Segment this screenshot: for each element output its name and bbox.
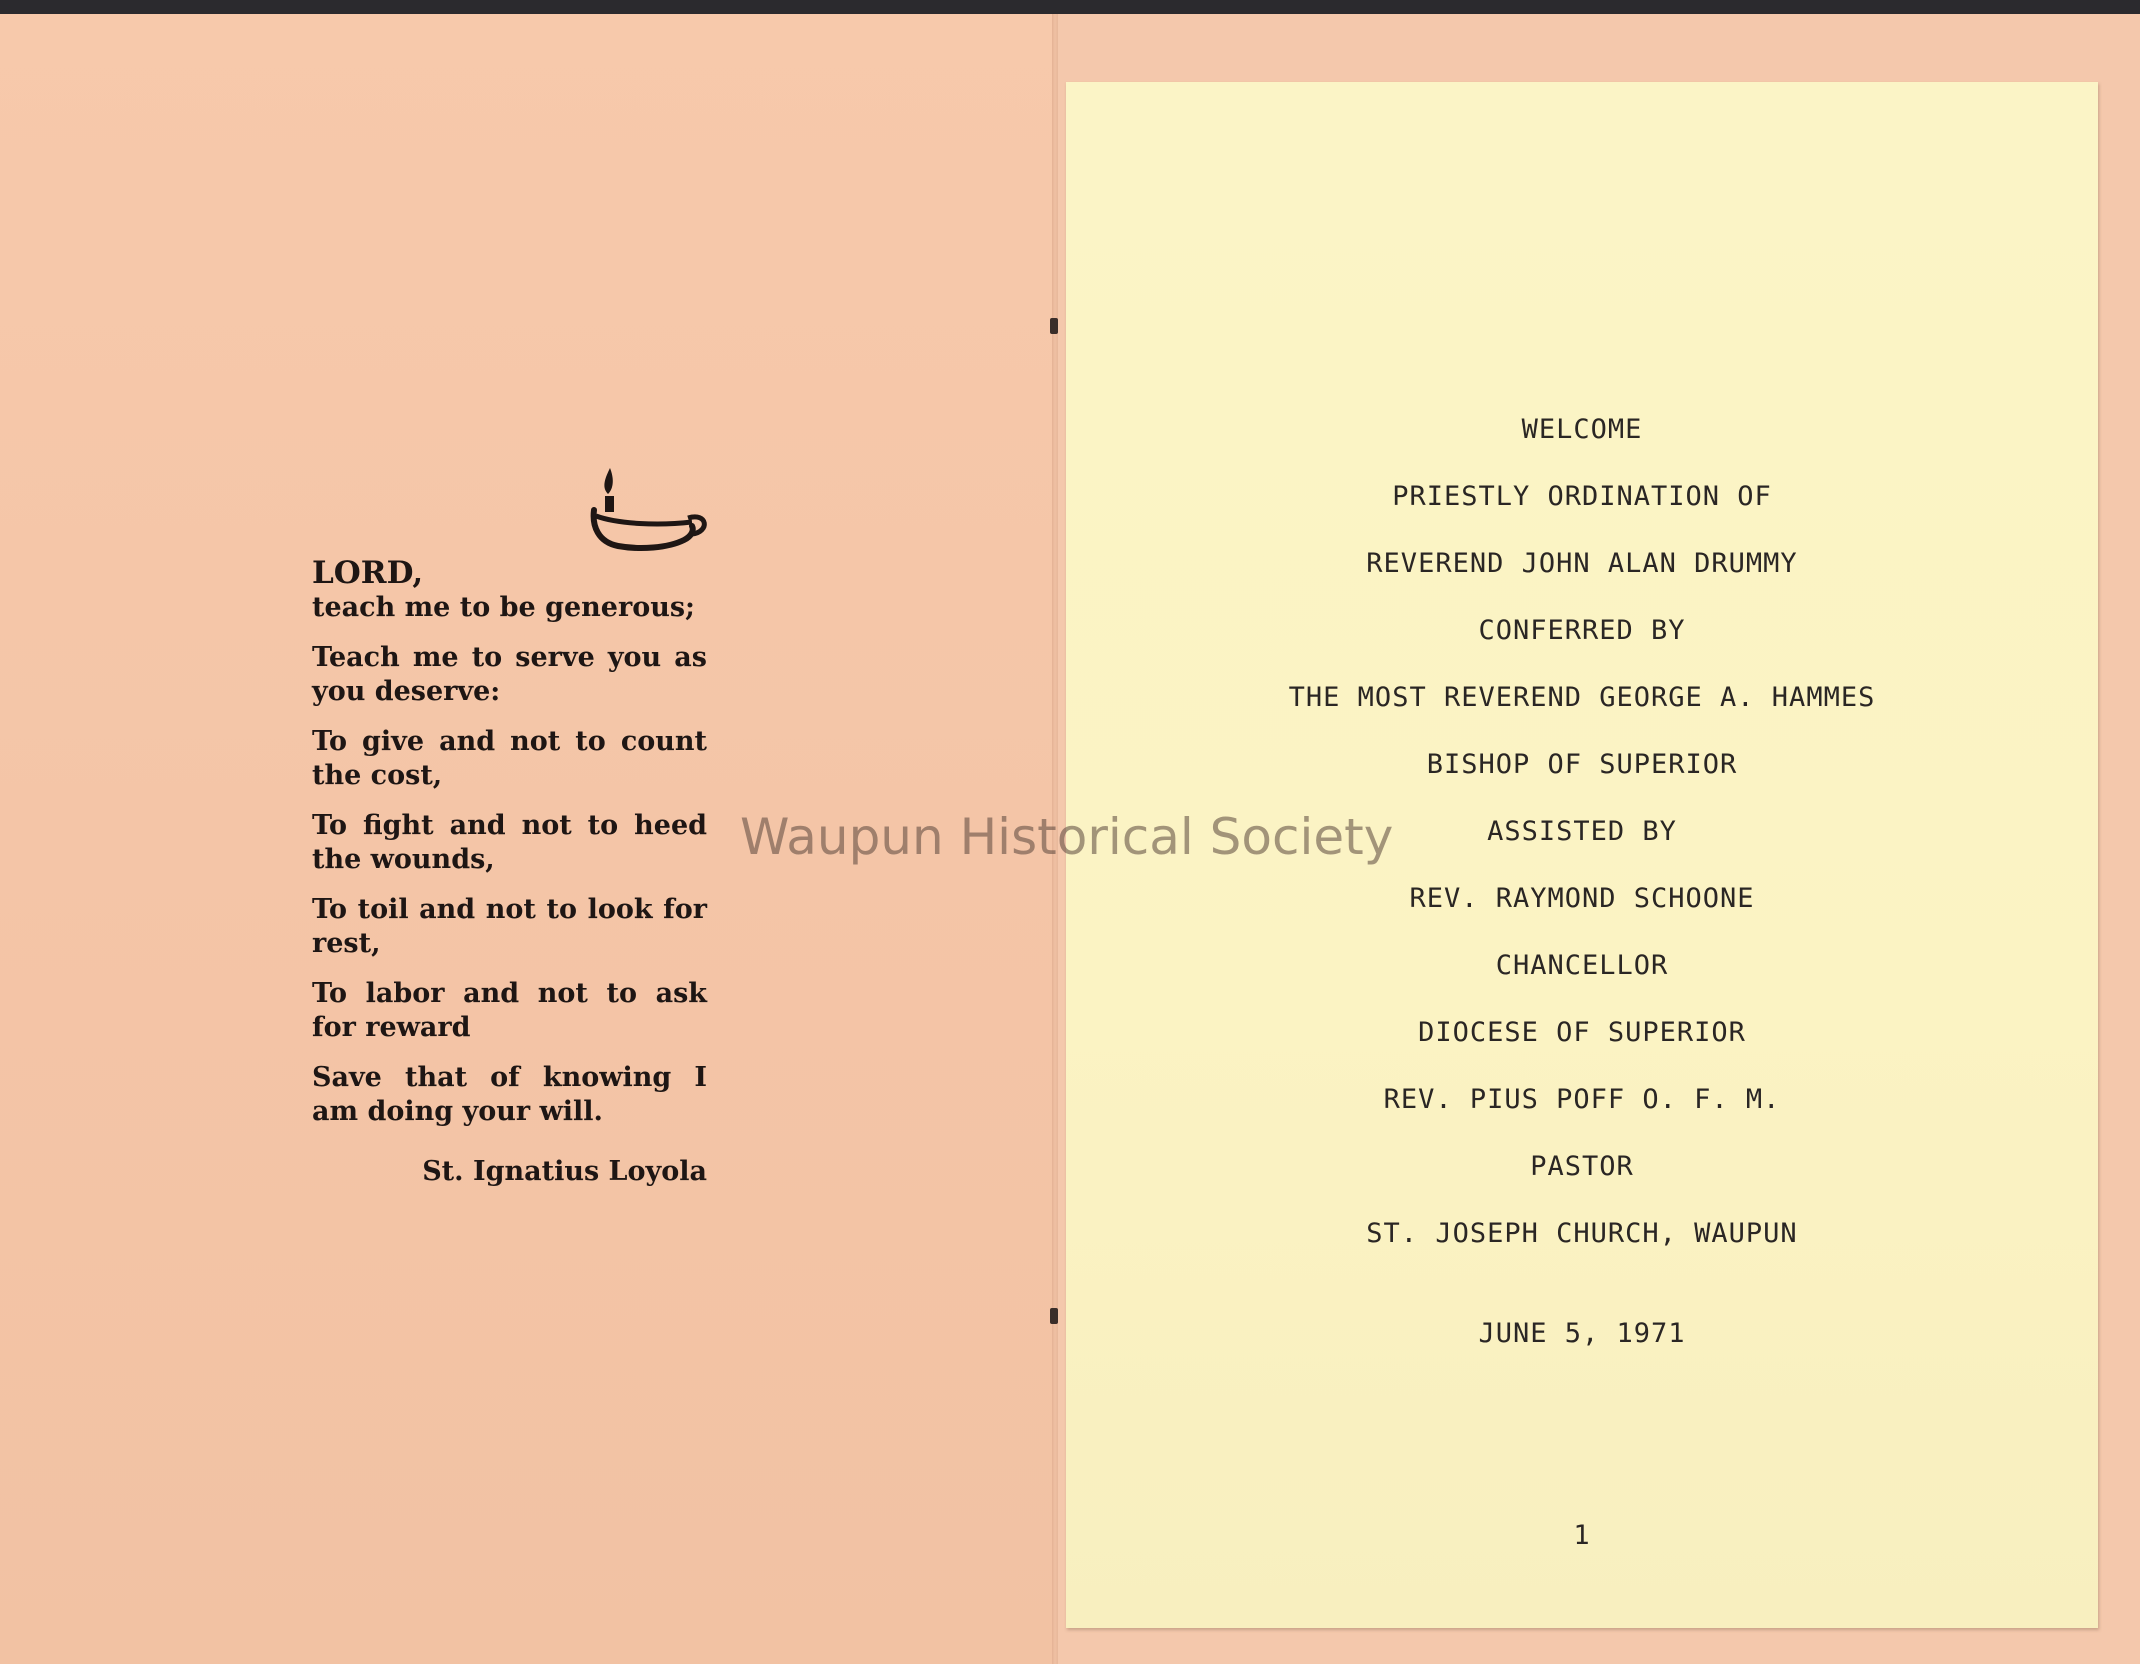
scan-top-edge: [0, 0, 2140, 14]
program-line-bishop-title: BISHOP OF SUPERIOR: [1426, 749, 1738, 780]
program-line-ordinand: REVEREND JOHN ALAN DRUMMY: [1366, 548, 1798, 579]
program-line-chancellor: CHANCELLOR: [1495, 950, 1669, 981]
program-line-bishop-name: THE MOST REVEREND GEORGE A. HAMMES: [1288, 682, 1876, 713]
prayer-stanza-1: teach me to be generous;: [312, 592, 695, 623]
prayer-stanza-6: To labor and not to ask for reward: [312, 978, 707, 1043]
program-line-pastor: PASTOR: [1530, 1151, 1634, 1182]
prayer-stanza-5: To toil and not to look for rest,: [312, 894, 707, 959]
program-line-chancellor-name: REV. RAYMOND SCHOONE: [1409, 883, 1755, 914]
program-line-conferred-by: CONFERRED BY: [1478, 615, 1686, 646]
watermark: Waupun Historical Society: [740, 808, 1394, 866]
prayer-stanza-7: Save that of knowing I am doing your will.: [312, 1062, 707, 1127]
program-line-church: ST. JOSEPH CHURCH, WAUPUN: [1366, 1218, 1798, 1249]
oil-lamp-candle-icon: [588, 466, 710, 562]
prayer-stanza-2: Teach me to serve you as you deserve:: [312, 642, 707, 707]
staple-bottom: [1050, 1308, 1058, 1324]
program-date: JUNE 5, 1971: [1478, 1318, 1686, 1349]
program-line-diocese: DIOCESE OF SUPERIOR: [1418, 1017, 1746, 1048]
prayer-attribution: St. Ignatius Loyola: [422, 1156, 707, 1187]
prayer-text: [312, 555, 707, 1189]
prayer-lord: LORD,: [312, 555, 424, 591]
program-line-ordination: PRIESTLY ORDINATION OF: [1392, 481, 1772, 512]
program-line-assisted-by: ASSISTED BY: [1487, 816, 1677, 847]
program-line-welcome: WELCOME: [1521, 414, 1643, 445]
program-line-pastor-name: REV. PIUS POFF O. F. M.: [1383, 1084, 1781, 1115]
page-number: 1: [1573, 1520, 1591, 1551]
prayer-stanza-4: To fight and not to heed the wounds,: [312, 810, 707, 875]
prayer-stanza-3: To give and not to count the cost,: [312, 726, 707, 791]
staple-top: [1050, 318, 1058, 334]
